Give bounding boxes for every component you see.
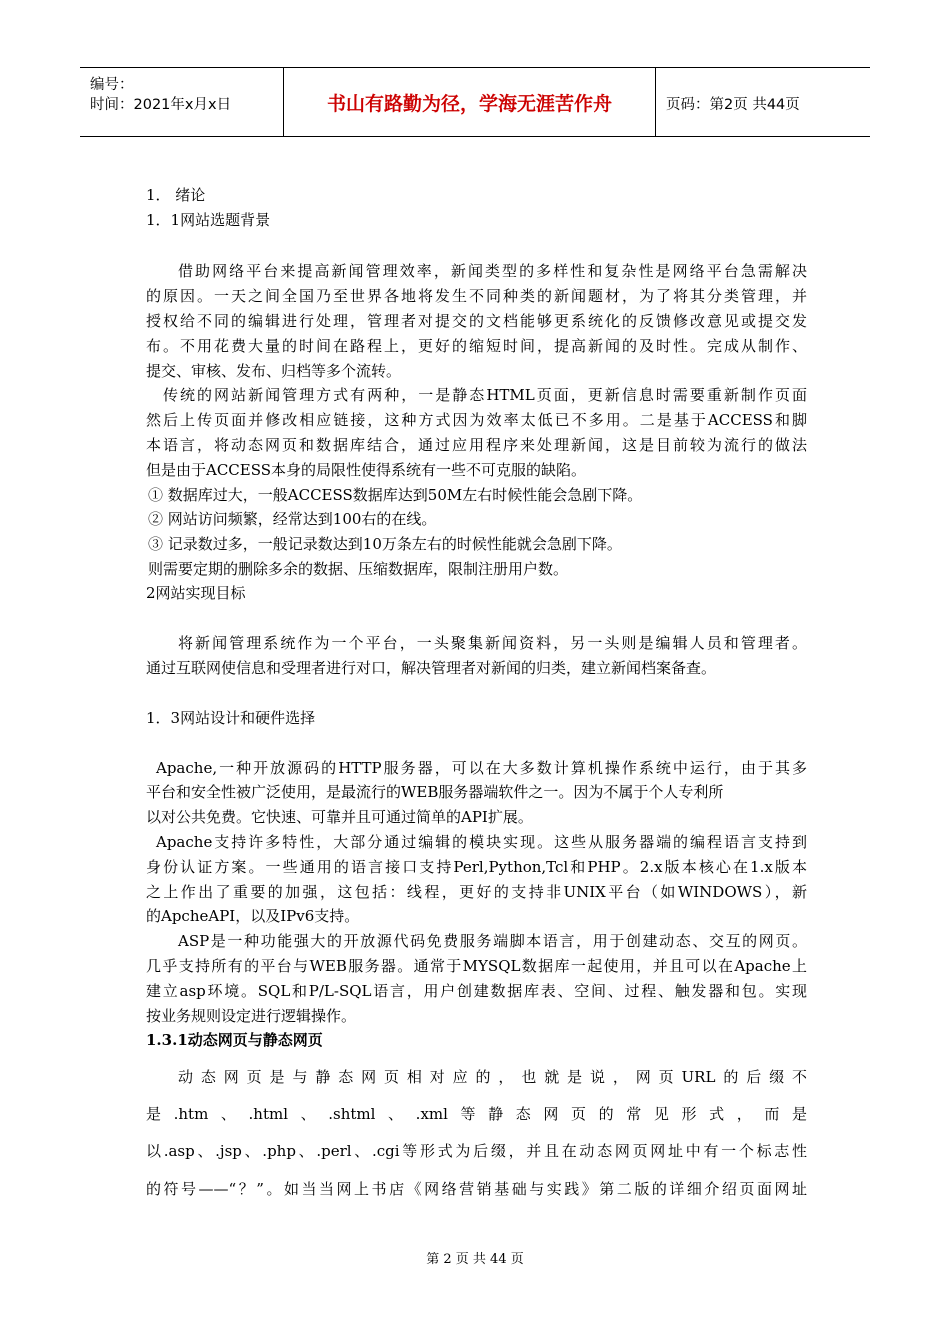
header-motto-cell bbox=[283, 68, 656, 136]
paragraph-line: 然后上传页面并修改相应链接，这种方式因为效率太低已不多用。二是基于ACCESS和脚 bbox=[146, 411, 807, 429]
paragraph-line: 的原因。一天之间全国乃至世界各地将发生不同种类的新闻题材，为了将其分类管理，并 bbox=[146, 287, 807, 305]
paragraph-line: 传统的网站新闻管理方式有两种，一是静态HTML页面，更新信息时需要重新制作页面 bbox=[163, 386, 807, 404]
paragraph-line: 借助网络平台来提高新闻管理效率，新闻类型的多样性和复杂性是网络平台急需解决 bbox=[178, 262, 807, 280]
paragraph-line: 建立asp环境。SQL和P/L-SQL语言，用户创建数据库表、空间、过程、触发器和包。实现 bbox=[146, 982, 807, 1000]
header-info-cell bbox=[80, 68, 283, 136]
heading-site-design: 1．3网站设计和硬件选择 bbox=[146, 709, 316, 727]
paragraph-line: 授权给不同的编辑进行处理，管理者对提交的文档能够更系统化的反馈修改意见或提交发 bbox=[146, 312, 807, 330]
paragraph-line: 身份认证方案。一些通用的语言接口支持Perl,Python,Tcl和PHP。2.x版本核心在1.x版本 bbox=[146, 858, 807, 876]
paragraph-line: Apache支持许多特性，大部分通过编辑的模块实现。这些从服务器端的编程语言支持到 bbox=[156, 833, 807, 851]
paragraph-line: 是.htm、.html、.shtml、.xml等静态网页的常见形式，而是 bbox=[146, 1105, 807, 1123]
paragraph-line: ASP是一种功能强大的开放源代码免费服务端脚本语言，用于创建动态、交互的网页。 bbox=[178, 932, 807, 950]
paragraph-line: 平台和安全性被广泛使用，是最流行的WEB服务器端软件之一。因为不属于个人专利所 bbox=[146, 783, 724, 801]
paragraph-line: 提交、审核、发布、归档等多个流转。 bbox=[146, 362, 402, 380]
heading-introduction: 1． 绪论 bbox=[146, 186, 206, 204]
paragraph-line: 动态网页是与静态网页相对应的，也就是说，网页URL的后缀不 bbox=[178, 1068, 807, 1086]
document-number-label: 编号： bbox=[90, 77, 134, 93]
paragraph-line: 则需要定期的删除多余的数据、压缩数据库，限制注册用户数。 bbox=[148, 560, 569, 578]
list-item: ① 数据库过大，一般ACCESS数据库达到50M左右时候性能会急剧下降。 bbox=[148, 486, 643, 504]
list-item: ② 网站访问频繁，经常达到100右的在线。 bbox=[148, 510, 437, 528]
paragraph-line: 但是由于ACCESS本身的局限性使得系统有一些不可克服的缺陷。 bbox=[146, 461, 587, 479]
header-page-cell bbox=[656, 68, 870, 136]
paragraph-line: 以.asp、.jsp、.php、.perl、.cgi等形式为后缀，并且在动态网页网址中有一个标志性 bbox=[146, 1142, 807, 1160]
document-date-label: 时间：2021年x月x日 bbox=[90, 97, 232, 113]
page-footer: 第 2 页 共 44 页 bbox=[426, 1252, 524, 1267]
paragraph-line: 以对公共免费。它快速、可靠并且可通过简单的API扩展。 bbox=[146, 808, 533, 826]
paragraph-line: 之上作出了重要的加强，这包括：线程，更好的支持非UNIX平台（如WINDOWS），新 bbox=[146, 883, 807, 901]
heading-site-background: 1．1网站选题背景 bbox=[146, 211, 271, 229]
heading-site-goals: 2网站实现目标 bbox=[146, 584, 246, 602]
paragraph-line: 布。不用花费大量的时间在路程上，更好的缩短时间，提高新闻的及时性。完成从制作、 bbox=[146, 337, 807, 355]
paragraph-line: 通过互联网使信息和受理者进行对口，解决管理者对新闻的归类，建立新闻档案备查。 bbox=[146, 659, 717, 677]
paragraph-line: 的ApcheAPI，以及IPv6支持。 bbox=[146, 907, 360, 925]
list-item: ③ 记录数过多，一般记录数达到10万条左右的时候性能就会急剧下降。 bbox=[148, 535, 622, 553]
paragraph-line: Apache,一种开放源码的HTTP服务器，可以在大多数计算机操作系统中运行，由于其多 bbox=[156, 759, 807, 777]
header-table bbox=[80, 67, 870, 137]
paragraph-line: 本语言，将动态网页和数据库结合，通过应用程序来处理新闻，这是目前较为流行的做法 bbox=[146, 436, 807, 454]
paragraph-line: 的符号——“？”。如当当网上书店《网络营销基础与实践》第二版的详细介绍页面网址 bbox=[146, 1180, 807, 1198]
paragraph-line: 将新闻管理系统作为一个平台，一头聚集新闻资料，另一头则是编辑人员和管理者。 bbox=[178, 634, 807, 652]
heading-dynamic-static-pages: 1.3.1动态网页与静态网页 bbox=[146, 1031, 323, 1049]
paragraph-line: 几乎支持所有的平台与WEB服务器。通常于MYSQL数据库一起使用，并且可以在Apache上 bbox=[146, 957, 807, 975]
header-page-info: 页码：第2页 共44页 bbox=[666, 97, 800, 113]
paragraph-line: 按业务规则设定进行逻辑操作。 bbox=[146, 1007, 357, 1025]
header-motto: 书山有路勤为径，学海无涯苦作舟 bbox=[326, 93, 612, 115]
